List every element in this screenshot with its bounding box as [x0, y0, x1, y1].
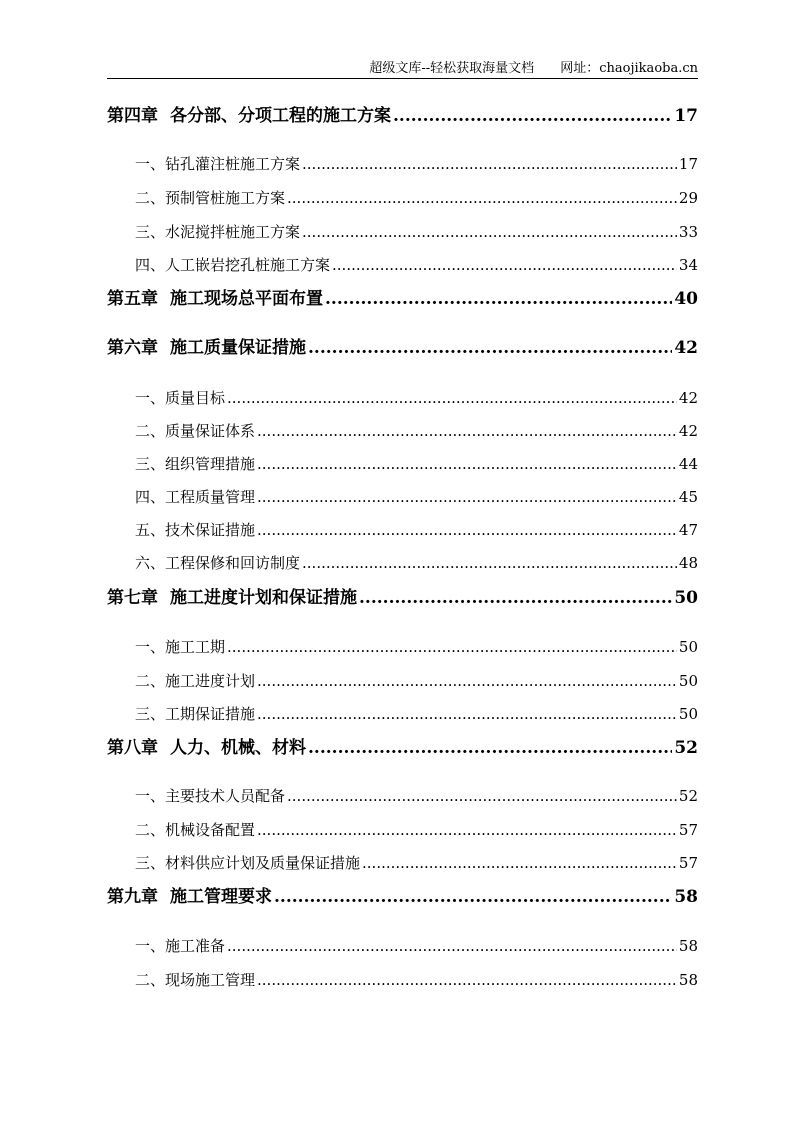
toc-section-entry[interactable] [135, 636, 698, 658]
page-number: 42 [678, 422, 698, 440]
dot-leader [325, 288, 672, 310]
toc-entry-title [135, 519, 255, 541]
page-number: 44 [678, 455, 698, 473]
page-number: 17 [674, 106, 698, 126]
toc-entry-title [135, 420, 255, 442]
dot-leader [257, 819, 677, 841]
page-number: 50 [678, 705, 698, 723]
entry-title-text: 施工质量保证措施 [170, 338, 306, 358]
dot-leader [227, 935, 677, 957]
page-number: 29 [678, 189, 698, 207]
entry-title-text: 一、施工工期 [135, 638, 226, 656]
toc-section-entry[interactable] [135, 187, 698, 209]
toc-entry-title [135, 552, 300, 574]
toc-entry-title [135, 819, 255, 841]
toc-entry-title [135, 486, 255, 508]
dot-leader [302, 153, 677, 175]
entry-title-text: 三、组织管理措施 [135, 455, 256, 473]
toc-section-entry[interactable] [135, 221, 698, 243]
page-number: 34 [678, 256, 698, 274]
toc-section-entry[interactable] [135, 670, 698, 692]
toc-entry-title [107, 886, 272, 908]
toc-entry-title [135, 453, 255, 475]
entry-title-text: 四、人工嵌岩挖孔桩施工方案 [135, 256, 331, 274]
page-header [107, 57, 698, 77]
entry-title-text: 一、主要技术人员配备 [135, 787, 286, 805]
entry-title-text: 二、质量保证体系 [135, 422, 256, 440]
entry-title-text: 施工进度计划和保证措施 [170, 588, 357, 608]
toc-entry-title [135, 935, 225, 957]
dot-leader [257, 670, 677, 692]
page-number: 58 [678, 937, 698, 955]
chapter-number: 第五章 [107, 289, 158, 309]
dot-leader [227, 636, 677, 658]
page-number: 42 [678, 389, 698, 407]
dot-leader [362, 852, 677, 874]
dot-leader [257, 969, 677, 991]
page-number: 52 [674, 738, 698, 758]
toc-section-entry[interactable] [135, 486, 698, 508]
toc-section-entry[interactable] [135, 420, 698, 442]
chapter-number: 第七章 [107, 588, 158, 608]
dot-leader [227, 387, 677, 409]
header-divider [107, 78, 698, 79]
entry-title-text: 二、机械设备配置 [135, 821, 256, 839]
page-number: 57 [678, 821, 698, 839]
chapter-number: 第四章 [107, 106, 158, 126]
entry-title-text: 施工现场总平面布置 [170, 289, 323, 309]
page-number: 33 [678, 223, 698, 241]
page-number: 17 [678, 155, 698, 173]
entry-title-text: 二、现场施工管理 [135, 971, 256, 989]
page-number: 47 [678, 521, 698, 539]
dot-leader [287, 785, 677, 807]
page-number: 50 [674, 588, 698, 608]
chapter-number: 第九章 [107, 887, 158, 907]
chapter-number: 第六章 [107, 338, 158, 358]
page-number: 42 [674, 338, 698, 358]
entry-title-text: 人力、机械、材料 [170, 738, 306, 758]
toc-section-entry[interactable] [135, 254, 698, 276]
page-number: 48 [678, 554, 698, 572]
toc-section-entry[interactable] [135, 519, 698, 541]
toc-entry-title [107, 288, 323, 310]
dot-leader [302, 221, 677, 243]
entry-title-text: 施工管理要求 [170, 887, 272, 907]
header-url: 网址：chaojikaoba.cn [560, 61, 698, 76]
dot-leader [257, 703, 677, 725]
toc-entry-title [135, 636, 225, 658]
toc-chapter-entry[interactable] [107, 587, 698, 609]
toc-section-entry[interactable] [135, 785, 698, 807]
dot-leader [257, 519, 677, 541]
page-number: 58 [674, 887, 698, 907]
toc-entry-title [107, 105, 391, 127]
toc-entry-title [135, 703, 255, 725]
entry-title-text: 一、钻孔灌注桩施工方案 [135, 155, 301, 173]
toc-chapter-entry[interactable] [107, 886, 698, 908]
toc-chapter-entry[interactable] [107, 105, 698, 127]
toc-entry-title [135, 969, 255, 991]
toc-entry-title [135, 153, 300, 175]
dot-leader [257, 486, 677, 508]
page-number: 58 [678, 971, 698, 989]
dot-leader [308, 337, 672, 359]
entry-title-text: 五、技术保证措施 [135, 521, 256, 539]
entry-title-text: 各分部、分项工程的施工方案 [170, 106, 391, 126]
toc-chapter-entry[interactable] [107, 288, 698, 310]
toc-section-entry[interactable] [135, 935, 698, 957]
toc-entry-title [135, 852, 360, 874]
entry-title-text: 一、质量目标 [135, 389, 226, 407]
toc-entry-title [135, 785, 285, 807]
dot-leader [274, 886, 672, 908]
entry-title-text: 二、施工进度计划 [135, 672, 256, 690]
toc-entry-title [107, 337, 306, 359]
toc-entry-title [135, 254, 330, 276]
entry-title-text: 三、水泥搅拌桩施工方案 [135, 223, 301, 241]
toc-section-entry[interactable] [135, 852, 698, 874]
page-number: 45 [678, 488, 698, 506]
entry-title-text: 二、预制管桩施工方案 [135, 189, 286, 207]
entry-title-text: 一、施工准备 [135, 937, 226, 955]
toc-section-entry[interactable] [135, 819, 698, 841]
toc-section-entry[interactable] [135, 703, 698, 725]
toc-entry-title [135, 187, 285, 209]
chapter-number: 第八章 [107, 738, 158, 758]
page-number: 57 [678, 854, 698, 872]
dot-leader [359, 587, 672, 609]
toc-entry-title [135, 221, 300, 243]
toc-section-entry[interactable] [135, 969, 698, 991]
dot-leader [287, 187, 677, 209]
dot-leader [257, 453, 677, 475]
page-number: 50 [678, 672, 698, 690]
dot-leader [257, 420, 677, 442]
dot-leader [308, 737, 672, 759]
dot-leader [332, 254, 677, 276]
header-site-name: 超级文库--轻松获取海量文档 [369, 61, 535, 76]
entry-title-text: 四、工程质量管理 [135, 488, 256, 506]
toc-entry-title [135, 670, 255, 692]
dot-leader [302, 552, 677, 574]
toc-chapter-entry[interactable] [107, 737, 698, 759]
toc-section-entry[interactable] [135, 552, 698, 574]
page-number: 52 [678, 787, 698, 805]
toc-section-entry[interactable] [135, 453, 698, 475]
toc-section-entry[interactable] [135, 153, 698, 175]
entry-title-text: 三、材料供应计划及质量保证措施 [135, 854, 361, 872]
toc-section-entry[interactable] [135, 387, 698, 409]
toc-entry-title [107, 737, 306, 759]
entry-title-text: 六、工程保修和回访制度 [135, 554, 301, 572]
page-number: 40 [674, 289, 698, 309]
toc-chapter-entry[interactable] [107, 337, 698, 359]
toc-entry-title [107, 587, 357, 609]
dot-leader [393, 105, 672, 127]
entry-title-text: 三、工期保证措施 [135, 705, 256, 723]
toc-entry-title [135, 387, 225, 409]
page-number: 50 [678, 638, 698, 656]
